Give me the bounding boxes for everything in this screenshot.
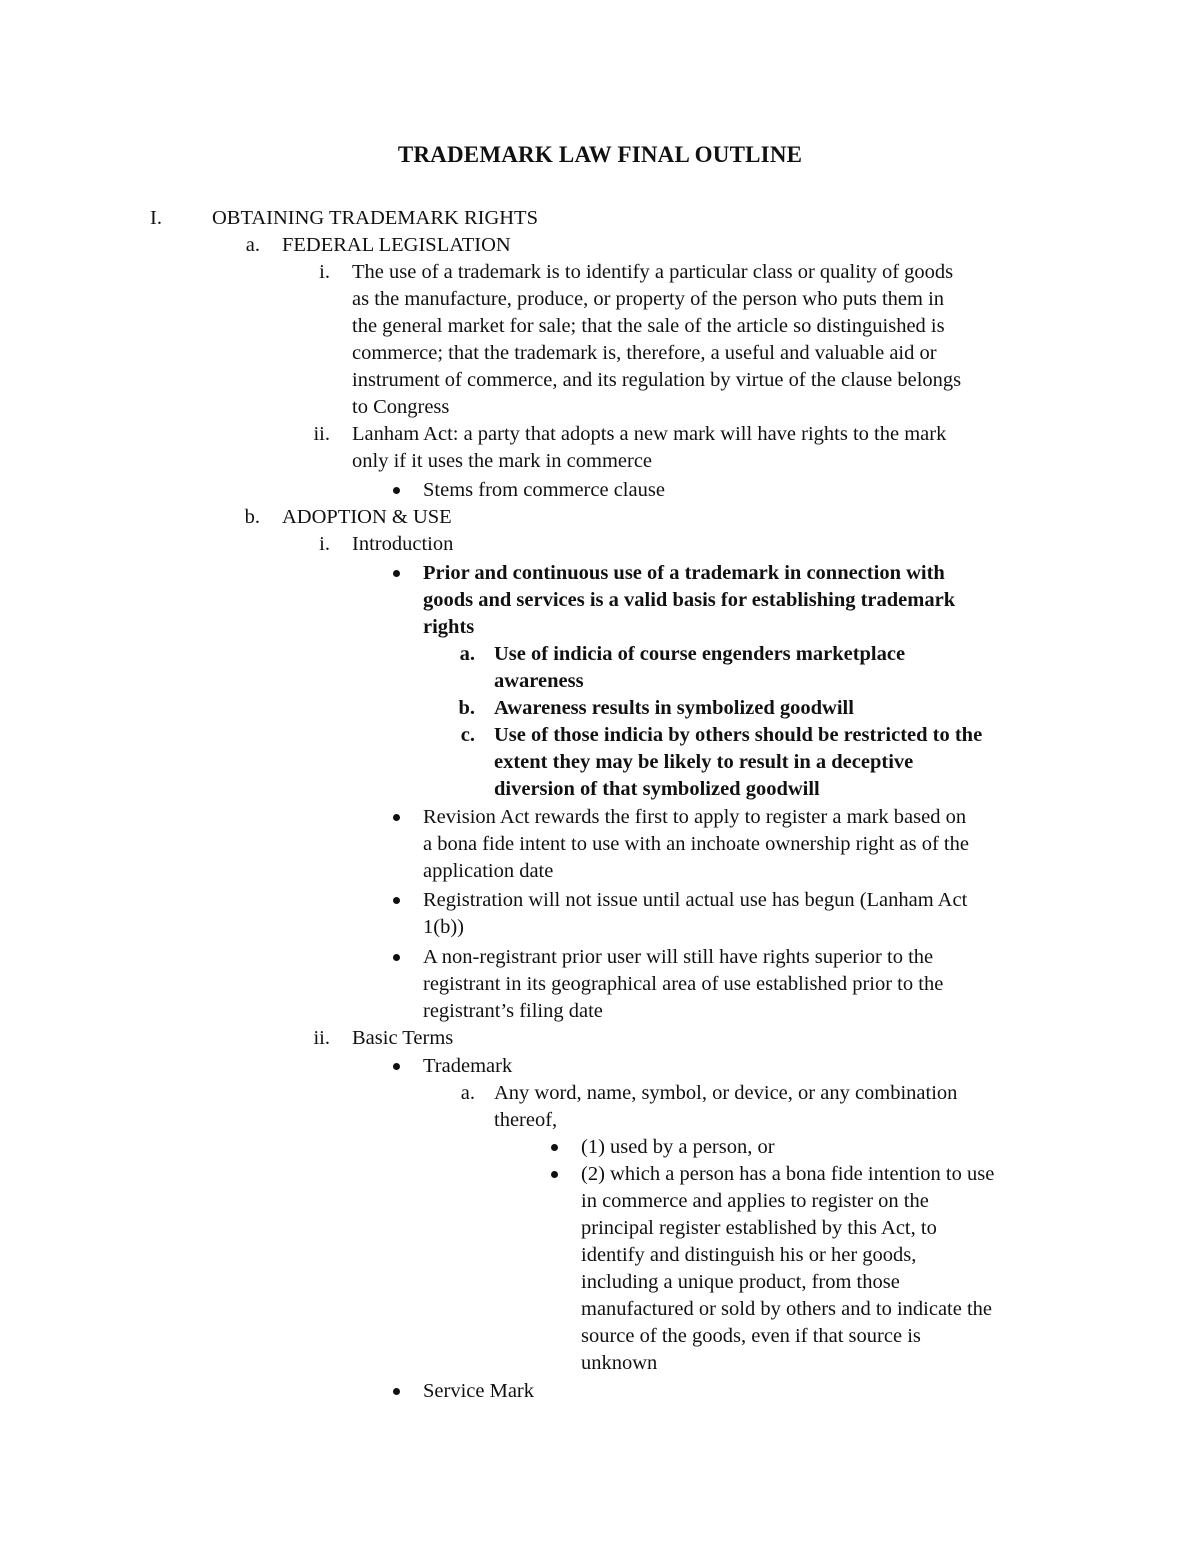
nested-bullet-line: including a unique product, from those [581,1271,900,1293]
document-title: TRADEMARK LAW FINAL OUTLINE [397,142,803,167]
bullet-line: Registration will not issue until actual use has begun (Lanham Act [423,889,968,911]
nested-bullet-line: (2) which a person has a bona fide intention to use [581,1163,995,1185]
nested-bullet-line: principal register established by this Act, to [581,1217,937,1239]
nested-bullet-line: manufactured or sold by others and to indicate the [581,1298,993,1320]
paragraph-line: the general market for sale; that the sale of the article so distinguished is [352,315,945,337]
bullet-icon [393,1388,400,1395]
bullet-icon [393,570,400,577]
bullet-line: registrant’s filing date [423,1000,603,1022]
outline-marker-I: I. [150,207,162,229]
heading-federal-legislation: FEDERAL LEGISLATION [282,234,511,256]
sub-line: thereof, [494,1109,558,1131]
paragraph-line: only if it uses the mark in commerce [352,450,653,472]
outline-marker-ii: ii. [313,1027,330,1049]
bold-sub-line: Awareness results in symbolized goodwill [494,697,854,719]
bullet-icon [393,954,400,961]
bullet-line: application date [423,860,554,882]
outline-marker-b: b. [458,697,475,719]
paragraph-line: instrument of commerce, and its regulation by virtue of the clause belongs [352,369,962,391]
bold-sub-line: Use of those indicia by others should be restricted to the [494,724,983,746]
outline-marker-c: c. [460,724,475,746]
outline-marker-a: a. [460,1082,475,1104]
heading-adoption-use: ADOPTION & USE [282,506,452,528]
bold-sub-line: Use of indicia of course engenders marketplace [494,643,906,665]
bold-bullet-line: rights [423,616,475,638]
bold-bullet-line: goods and services is a valid basis for establishing trademark [423,589,956,611]
bullet-icon [551,1144,558,1151]
bullet-icon [393,814,400,821]
paragraph-line: to Congress [352,396,450,418]
bullet-icon [551,1171,558,1178]
outline-marker-i: i. [319,261,330,283]
bullet-icon [393,487,400,494]
outline-marker-i: i. [319,533,330,555]
bullet-line: a bona fide intent to use with an inchoate ownership right as of the [423,833,969,855]
bullet-icon [393,1063,400,1070]
paragraph-line: Lanham Act: a party that adopts a new mark will have rights to the mark [352,423,947,445]
bullet-line: 1(b)) [423,916,464,938]
nested-bullet-line: identify and distinguish his or her goods, [581,1244,917,1266]
subheading-basic-terms: Basic Terms [352,1027,454,1049]
bullet-icon [393,897,400,904]
nested-bullet-line: in commerce and applies to register on the [581,1190,929,1212]
heading-obtaining-trademark-rights: OBTAINING TRADEMARK RIGHTS [212,207,538,229]
nested-bullet-line: (1) used by a person, or [581,1136,775,1158]
subheading-introduction: Introduction [352,533,454,555]
bullet-text-service-mark: Service Mark [423,1380,534,1402]
bold-sub-line: awareness [494,670,584,692]
paragraph-line: as the manufacture, produce, or property of the person who puts them in [352,288,945,310]
nested-bullet-line: source of the goods, even if that source is [581,1325,921,1347]
outline-marker-b: b. [244,506,260,528]
outline-marker-ii: ii. [313,423,330,445]
bullet-line: Revision Act rewards the first to apply to register a mark based on [423,806,967,828]
sub-line: Any word, name, symbol, or device, or any combination [494,1082,958,1104]
paragraph-line: The use of a trademark is to identify a particular class or quality of goods [352,261,954,283]
bold-sub-line: diversion of that symbolized goodwill [494,778,820,800]
paragraph-line: commerce; that the trademark is, therefore, a useful and valuable aid or [352,342,937,364]
bullet-text: Stems from commerce clause [423,479,665,501]
bullet-line: registrant in its geographical area of use established prior to the [423,973,944,995]
bullet-line: A non-registrant prior user will still have rights superior to the [423,946,934,968]
bold-bullet-line: Prior and continuous use of a trademark in connection with [423,562,945,584]
outline-marker-a: a. [245,234,260,256]
outline-marker-a: a. [459,643,475,665]
nested-bullet-line: unknown [581,1352,658,1374]
bullet-text-trademark: Trademark [423,1055,513,1077]
bold-sub-line: extent they may be likely to result in a deceptive [494,751,914,773]
